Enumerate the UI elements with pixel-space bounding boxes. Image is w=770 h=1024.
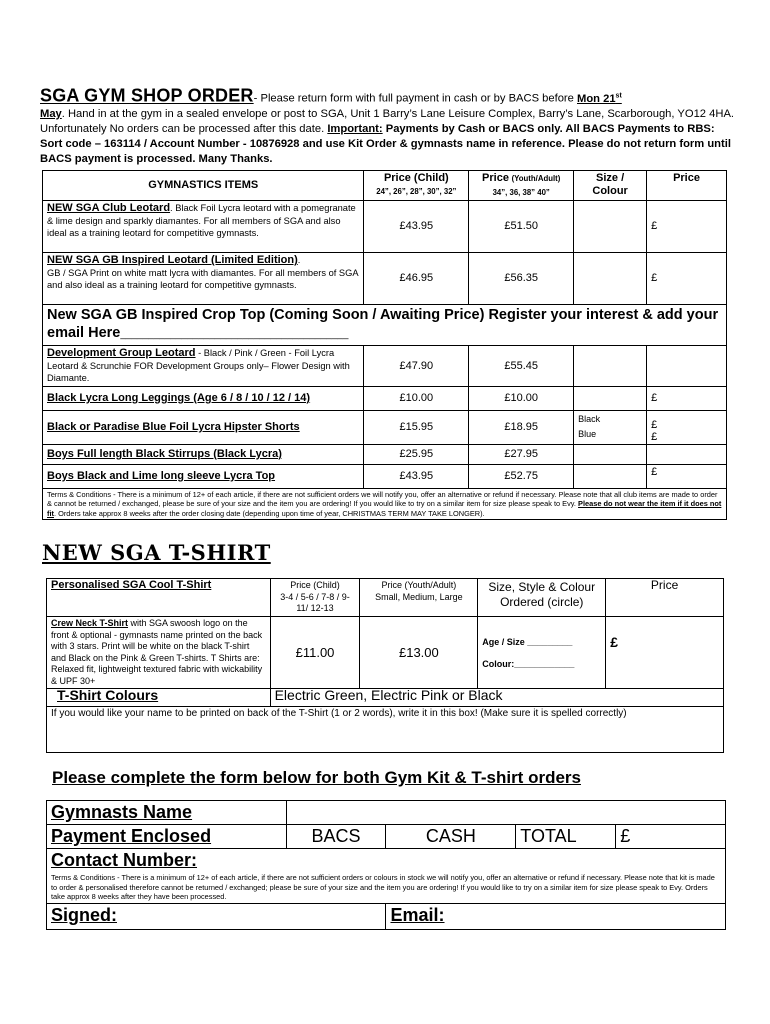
gymnast-name-label: Gymnasts Name [47, 801, 287, 825]
order-header: SGA GYM SHOP ORDER- Please return form with full payment in cash or by BACS before Mon 21st May. Hand in at the gym in a sealed envelope or post to SGA, Unit 1 Barry’s Lane Leisure Complex, Barry’s Lane, Scarborough, YO12 4HA. Unfortunately No orders can be processed after this date. Important: Payments by Cash or BACS only. All BACS Payments to RBS: Sort code – 163114 / Account Number - 10876928 and use Kit Order & gymnasts name in reference. Please do not return form until BACS payment is processed. Many Thanks. [40, 85, 735, 165]
table-row: New SGA GB Inspired Crop Top (Coming Soon / Awaiting Price) Register your interest & add your email Here_________________________________________ [43, 305, 727, 346]
price-cell[interactable] [647, 346, 727, 387]
col-tshirt-size: Size, Style & Colour Ordered (circle) [478, 579, 606, 617]
table-row: Boys Black and Lime long sleeve Lycra Top £43.95 £52.75 £ [43, 464, 727, 488]
table-row: Boys Full length Black Stirrups (Black Lycra) £25.95 £27.95 [43, 444, 727, 464]
size-cell[interactable] [574, 346, 647, 387]
intro-text: Please return form with full payment in cash or by BACS before [260, 92, 577, 105]
size-cell[interactable]: Black Blue [574, 410, 647, 444]
tshirt-colours-value: Electric Green, Electric Pink or Black [270, 689, 723, 707]
col-youth: Price (Youth/Adult) 34”, 36, 38” 40” [469, 171, 574, 201]
size-cell[interactable] [574, 444, 647, 464]
size-cell[interactable] [574, 386, 647, 410]
table-row: Black or Paradise Blue Foil Lycra Hipster Shorts £15.95 £18.95 Black Blue £ £ [43, 410, 727, 444]
col-price: Price [647, 171, 727, 201]
kit-table [42, 170, 727, 520]
tshirt-heading: NEW SGA T-SHIRT [42, 540, 271, 565]
col-tshirt-item: Personalised SGA Cool T-Shirt [47, 579, 271, 617]
total-label: TOTAL [516, 825, 616, 849]
tshirt-table [46, 578, 724, 753]
table-row: NEW SGA GB Inspired Leotard (Limited Edition). GB / SGA Print on white matt lycra with diamantes. For all members of SGA and also ideal as a training leotard for competitive gymnasts. £46.95 £56.35 £ [43, 253, 727, 305]
table-row: Crew Neck T-Shirt with SGA swoosh logo on the front & optional - gymnasts name printed on the back with 3 stars. Print will be white on the black T-shirt and Black on the Pink & Green T-shirts. T Shirts are: Relaxed fit, lightweight textured fabric with wickability & UPF 30+ £11.00 £13.00 Age / Size _________ Colour:____________ £ [47, 617, 724, 689]
table-row: NEW SGA Club Leotard. Black Foil Lycra leotard with a pomegranate & lime design and sparkly diamantes. For all members of SGA and also ideal as a training leotard for competitive gymnasts. £43.95 £51.50 £ [43, 201, 727, 253]
form-terms: Terms & Conditions - There is a minimum of 12+ of each article, if there are not sufficient orders or colours in stock we will notify you, offer an alternative or refund if necessary. Please note that kit is made to order & personalised therefore cannot be returned / exchanged; please be sure of your size and the item you are ordering! If you would like to try on a similar item for size please speak to Evy. Orders take approx 8 weeks after they have been processed. [47, 872, 726, 903]
price-cell[interactable]: £ £ [647, 410, 727, 444]
email-field[interactable]: Email: [386, 903, 726, 929]
table-row: Black Lycra Long Leggings (Age 6 / 8 / 10 / 12 / 14) £10.00 £10.00 £ [43, 386, 727, 410]
form-heading: Please complete the form below for both Gym Kit & T-shirt orders [52, 768, 581, 787]
terms-row: Terms & Conditions - There is a minimum of 12+ of each article, if there are not sufficient orders we will notify you, offer an alternative or refund if necessary. Please note that all club items are made to order & cannot be returned / exchanged, please be sure of your size and the item you are ordering! If you would like to try on a similar item for size please speak to Evy. Please do not wear the item if it does not fit. Orders take approx 8 weeks after the order closing date (depending upon time of year, CHRISTMAS TERM MAY TAKE LONGER). [43, 488, 727, 520]
col-size: Size / Colour [574, 171, 647, 201]
col-child: Price (Child) 24”, 26”, 28”, 30”, 32” [364, 171, 469, 201]
col-items: GYMNASTICS ITEMS [43, 171, 364, 201]
col-tshirt-price: Price [606, 579, 724, 617]
gymnast-name-field[interactable] [286, 801, 725, 825]
signed-field[interactable]: Signed: [47, 903, 386, 929]
deadline: Mon 21st [577, 92, 622, 105]
tshirt-colours-label: T-Shirt Colours [47, 689, 271, 707]
cash-option[interactable]: CASH [386, 825, 516, 849]
total-field[interactable]: £ [616, 825, 726, 849]
price-cell[interactable]: £ [606, 617, 724, 689]
size-colour-fields[interactable]: Age / Size _________ Colour:____________ [478, 617, 606, 689]
order-form [46, 800, 726, 930]
table-row: Development Group Leotard - Black / Pink / Green - Foil Lycra Leotard & Scrunchie FOR Development Groups only– Flower Design with Diamante. £47.90 £55.45 [43, 346, 727, 387]
size-cell[interactable] [574, 253, 647, 305]
price-cell[interactable] [647, 444, 727, 464]
col-tshirt-child: Price (Child) 3-4 / 5-6 / 7-8 / 9-11/ 12-13 [270, 579, 360, 617]
size-cell[interactable] [574, 201, 647, 253]
bacs-option[interactable]: BACS [286, 825, 386, 849]
col-tshirt-youth: Price (Youth/Adult) Small, Medium, Large [360, 579, 478, 617]
payment-label: Payment Enclosed [47, 825, 287, 849]
payment-instructions: Payments by Cash or BACS only. All BACS Payments to RBS: Sort code – 163114 / Account Number - 10876928 and use Kit Order & gymnasts name in reference. Please do not return form until BACS payment is processed. Many Thanks. [40, 122, 731, 165]
contact-label[interactable]: Contact Number: [47, 849, 726, 873]
name-print-box[interactable]: If you would like your name to be printed on back of the T-Shirt (1 or 2 words), write it in this box! (Make sure it is spelled correctly) [47, 707, 724, 753]
address-text: . Hand in at the gym in a sealed envelope or post to SGA, Unit 1 Barry’s Lane Leisure Complex, Barry’s Lane, Scarborough, YO12 4HA. Unfortunately No orders can be processed after this date. [40, 107, 735, 135]
page-title: SGA GYM SHOP ORDER [40, 85, 254, 106]
size-cell[interactable] [574, 464, 647, 488]
